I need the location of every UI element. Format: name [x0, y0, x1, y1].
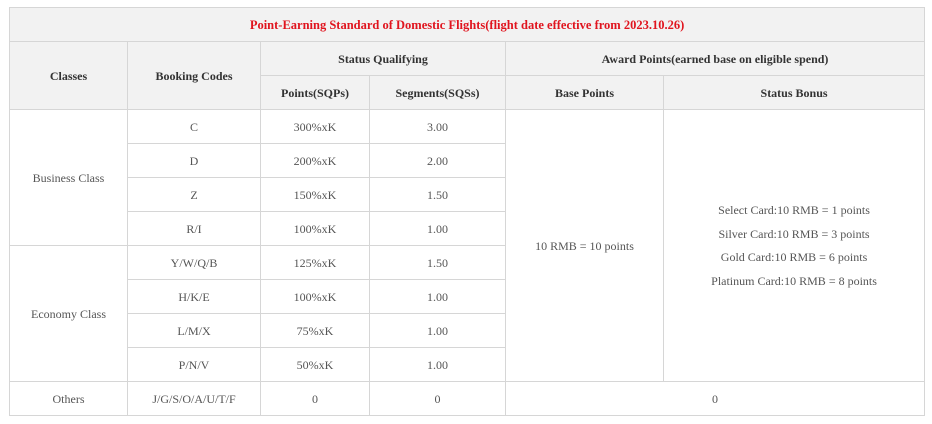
status-bonus-cell: [664, 110, 925, 382]
table-title: Point-Earning Standard of Domestic Flights(flight date effective from 2023.10.26): [10, 8, 925, 42]
booking-code-cell: C: [128, 110, 261, 144]
segments-cell: 1.00: [370, 348, 506, 382]
award-points-others: 0: [506, 382, 925, 416]
segments-cell: 1.50: [370, 246, 506, 280]
booking-code-cell: Y/W/Q/B: [128, 246, 261, 280]
base-points-value: 10 RMB = 10 points: [506, 110, 664, 382]
segments-cell: 1.00: [370, 280, 506, 314]
booking-code-cell: R/I: [128, 212, 261, 246]
class-label-business: Business Class: [10, 110, 128, 246]
points-cell: 0: [261, 382, 370, 416]
status-bonus-select: Select Card:10 RMB = 1 points: [718, 203, 870, 218]
header-base-points: Base Points: [506, 76, 664, 110]
points-cell: 150%xK: [261, 178, 370, 212]
header-segments-sqss: Segments(SQSs): [370, 76, 506, 110]
points-cell: 125%xK: [261, 246, 370, 280]
booking-code-cell: J/G/S/O/A/U/T/F: [128, 382, 261, 416]
segments-cell: 2.00: [370, 144, 506, 178]
header-award-points: Award Points(earned base on eligible spend): [506, 42, 925, 76]
segments-cell: 1.00: [370, 314, 506, 348]
segments-cell: 1.00: [370, 212, 506, 246]
header-classes: Classes: [10, 42, 128, 110]
header-booking-codes: Booking Codes: [128, 42, 261, 110]
booking-code-cell: D: [128, 144, 261, 178]
points-cell: 75%xK: [261, 314, 370, 348]
points-cell: 100%xK: [261, 212, 370, 246]
points-cell: 100%xK: [261, 280, 370, 314]
points-earning-table: [9, 7, 925, 416]
header-points-sqps: Points(SQPs): [261, 76, 370, 110]
points-cell: 300%xK: [261, 110, 370, 144]
status-bonus-silver: Silver Card:10 RMB = 3 points: [718, 226, 870, 241]
class-label-economy: Economy Class: [10, 246, 128, 382]
title-row: [10, 8, 925, 42]
header-status-bonus: Status Bonus: [664, 76, 925, 110]
table-row: [10, 110, 925, 144]
points-cell: 50%xK: [261, 348, 370, 382]
table-row-others: [10, 382, 925, 416]
header-status-qualifying: Status Qualifying: [261, 42, 506, 76]
status-bonus-platinum: Platinum Card:10 RMB = 8 points: [711, 273, 877, 288]
class-label-others: Others: [10, 382, 128, 416]
booking-code-cell: H/K/E: [128, 280, 261, 314]
points-cell: 200%xK: [261, 144, 370, 178]
header-row-1: [10, 42, 925, 76]
segments-cell: 3.00: [370, 110, 506, 144]
booking-code-cell: P/N/V: [128, 348, 261, 382]
booking-code-cell: Z: [128, 178, 261, 212]
booking-code-cell: L/M/X: [128, 314, 261, 348]
points-table-container: [9, 7, 924, 416]
status-bonus-gold: Gold Card:10 RMB = 6 points: [720, 250, 868, 265]
segments-cell: 1.50: [370, 178, 506, 212]
segments-cell: 0: [370, 382, 506, 416]
